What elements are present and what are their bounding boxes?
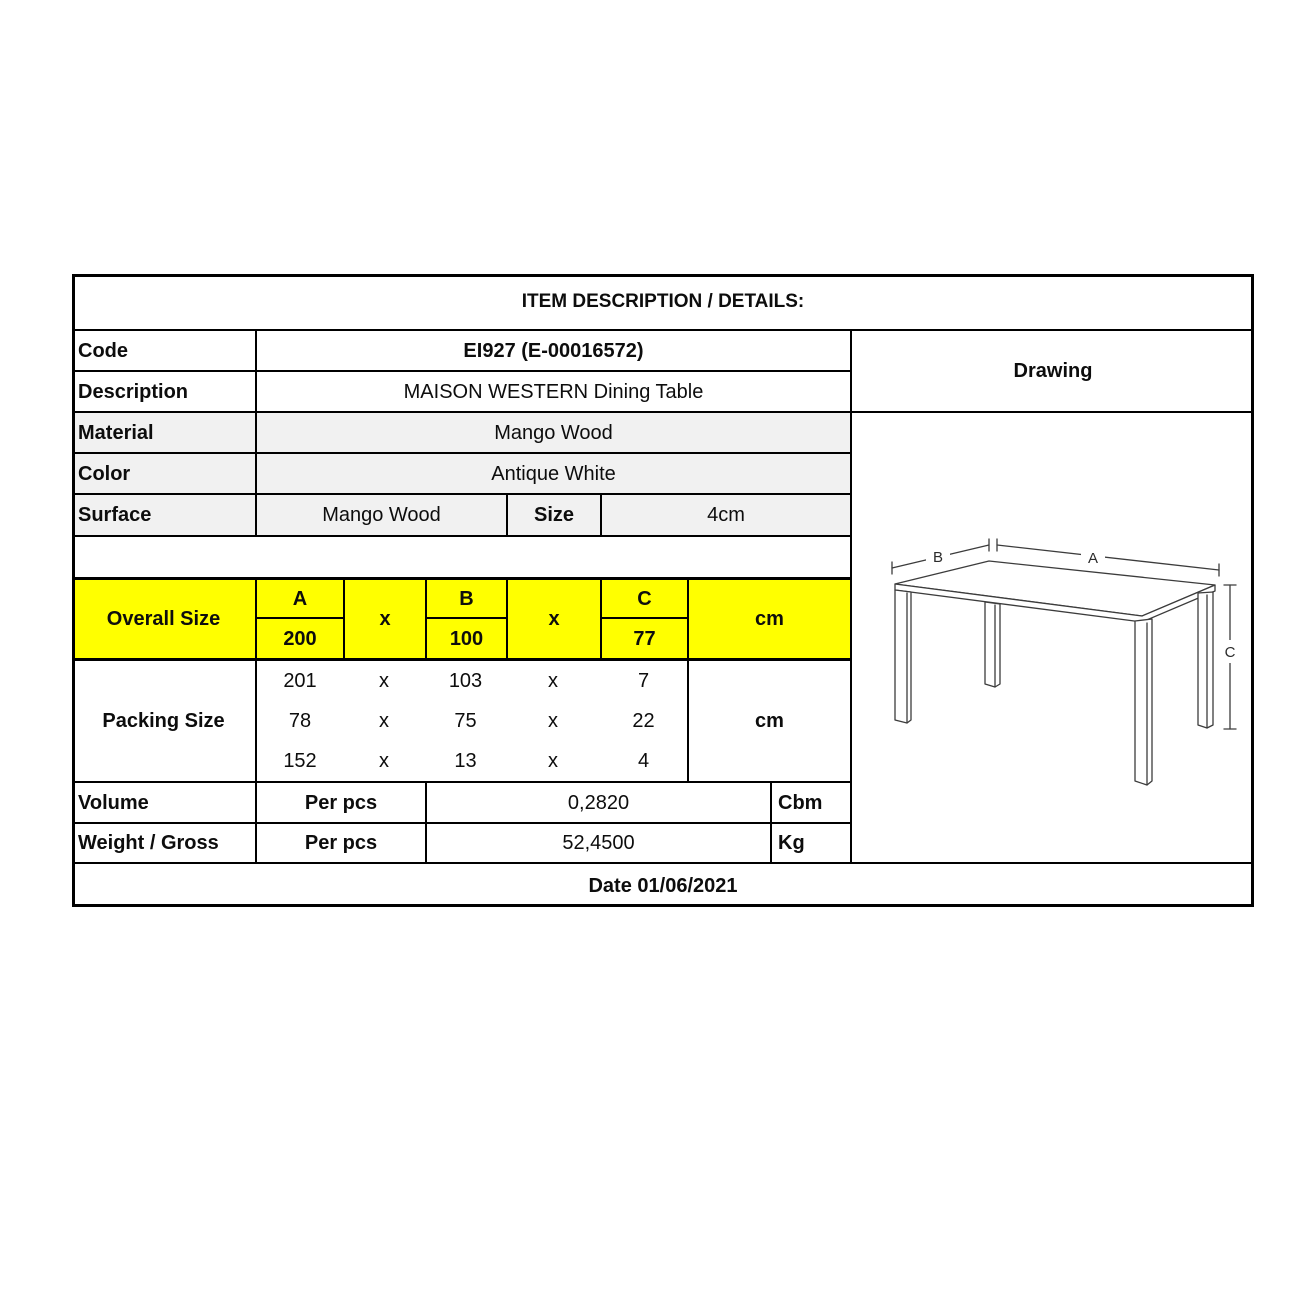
- packing-sep: x: [548, 710, 558, 732]
- packing-size-unit: cm: [687, 658, 850, 781]
- table-leg-front-left: [895, 590, 911, 723]
- volume-value: 0,2820: [425, 781, 770, 822]
- spacer-row: [72, 535, 850, 577]
- surface-size-value: 4cm: [600, 493, 850, 535]
- surface-size-label: Size: [506, 493, 600, 535]
- overall-size-dim-c: C: [600, 577, 687, 617]
- packing-value: 78: [288, 710, 312, 732]
- drawing-header: Drawing: [850, 329, 1254, 411]
- drawing-label-b: B: [932, 549, 944, 566]
- overall-size-val-a: 200: [255, 617, 343, 658]
- overall-size-val-c: 77: [600, 617, 687, 658]
- surface-value: Mango Wood: [255, 493, 506, 535]
- packing-value: 75: [454, 710, 477, 732]
- dining-table-drawing: [880, 532, 1250, 792]
- material-label: Material: [72, 411, 255, 452]
- weight-label: Weight / Gross: [72, 822, 255, 862]
- date-row: Date 01/06/2021: [72, 862, 1254, 907]
- packing-value: 103: [448, 670, 483, 692]
- packing-size-values: [255, 658, 687, 781]
- volume-unit: Cbm: [770, 781, 850, 822]
- overall-size-dim-b: B: [425, 577, 506, 617]
- surface-label: Surface: [72, 493, 255, 535]
- packing-sep: x: [548, 670, 558, 692]
- material-value: Mango Wood: [255, 411, 850, 452]
- table-leg-front-right: [1135, 619, 1152, 785]
- packing-value: 4: [637, 750, 650, 772]
- packing-value: 201: [283, 670, 317, 692]
- table-title: ITEM DESCRIPTION / DETAILS:: [521, 291, 805, 312]
- color-value: Antique White: [255, 452, 850, 493]
- item-details-table: [72, 274, 1254, 907]
- overall-size-unit: cm: [687, 577, 850, 658]
- packing-value: 13: [454, 750, 477, 772]
- overall-size-sep-1: x: [343, 577, 425, 658]
- packing-sep: x: [379, 750, 389, 772]
- drawing-cell: [850, 411, 1254, 862]
- weight-value: 52,4500: [425, 822, 770, 862]
- color-label: Color: [72, 452, 255, 493]
- description-value: MAISON WESTERN Dining Table: [255, 370, 850, 411]
- overall-size-sep-2: x: [506, 577, 600, 658]
- drawing-label-c: C: [1224, 644, 1236, 661]
- table-leg-right: [1198, 592, 1213, 728]
- weight-per-pcs: Per pcs: [255, 822, 425, 862]
- packing-value: 22: [632, 710, 655, 732]
- packing-sep: x: [548, 750, 558, 772]
- packing-size-label: Packing Size: [72, 658, 255, 781]
- volume-label: Volume: [72, 781, 255, 822]
- drawing-label-a: A: [1087, 550, 1099, 567]
- description-label: Description: [72, 370, 255, 411]
- code-value: EI927 (E-00016572): [255, 329, 850, 370]
- packing-sep: x: [379, 710, 389, 732]
- overall-size-label: Overall Size: [72, 577, 255, 658]
- overall-size-val-b: 100: [425, 617, 506, 658]
- volume-per-pcs: Per pcs: [255, 781, 425, 822]
- packing-value: 7: [637, 670, 650, 692]
- packing-value: 152: [283, 750, 317, 772]
- code-label: Code: [72, 329, 255, 370]
- overall-size-dim-a: A: [255, 577, 343, 617]
- packing-sep: x: [379, 670, 389, 692]
- weight-unit: Kg: [770, 822, 850, 862]
- table-leg-back: [985, 602, 1000, 687]
